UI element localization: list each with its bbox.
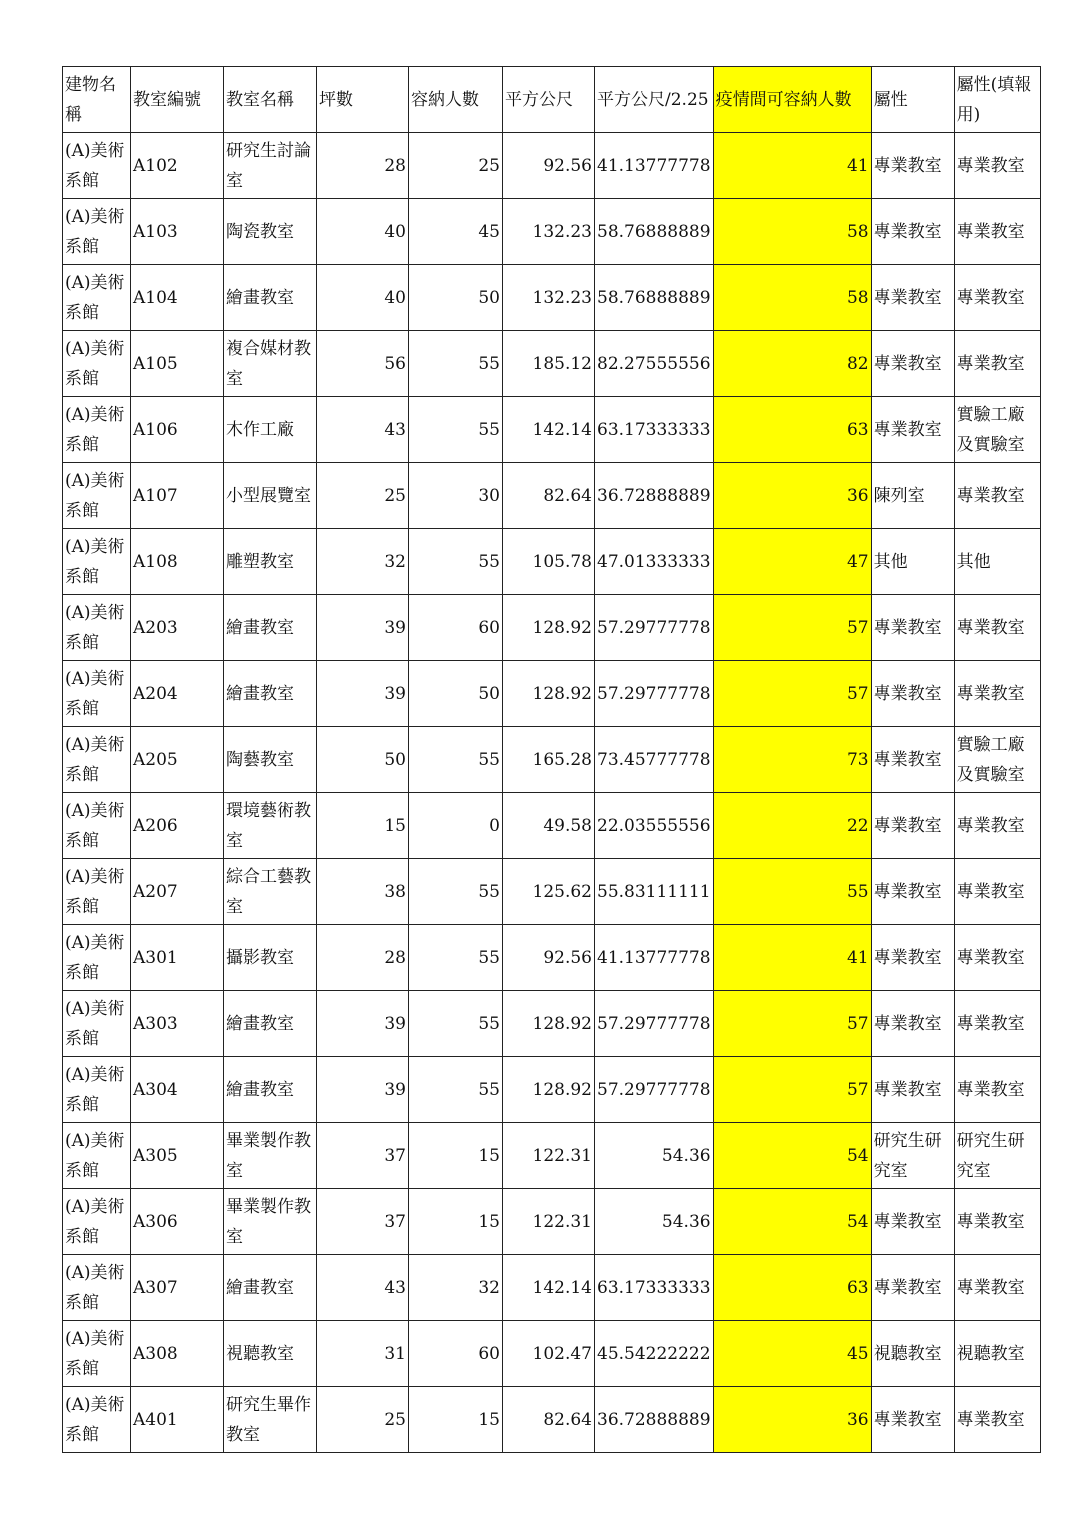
cell-building: (A)美術系館: [63, 1057, 131, 1123]
cell-pandemic-capacity: 57: [713, 991, 871, 1057]
cell-room-number: A105: [131, 331, 224, 397]
cell-attribute-report: 實驗工廠及實驗室: [954, 397, 1040, 463]
header-pandemic-capacity: 疫情間可容納人數: [713, 67, 871, 133]
table-row: [63, 793, 1041, 859]
cell-building: (A)美術系館: [63, 595, 131, 661]
cell-ping: 39: [317, 991, 409, 1057]
cell-attribute-report: 專業教室: [954, 925, 1040, 991]
cell-building: (A)美術系館: [63, 133, 131, 199]
cell-room-number: A301: [131, 925, 224, 991]
cell-sqm-div: 63.17333333: [595, 397, 714, 463]
cell-attribute: 其他: [871, 529, 954, 595]
cell-ping: 15: [317, 793, 409, 859]
cell-ping: 28: [317, 925, 409, 991]
cell-attribute-report: 專業教室: [954, 595, 1040, 661]
cell-sqm-div: 57.29777778: [595, 991, 714, 1057]
cell-building: (A)美術系館: [63, 331, 131, 397]
cell-attribute: 研究生研究室: [871, 1123, 954, 1189]
cell-sqm-div: 58.76888889: [595, 265, 714, 331]
cell-attribute: 專業教室: [871, 1189, 954, 1255]
cell-attribute: 專業教室: [871, 199, 954, 265]
header-row: [63, 67, 1041, 133]
cell-ping: 25: [317, 1387, 409, 1453]
cell-ping: 50: [317, 727, 409, 793]
cell-attribute: 專業教室: [871, 1255, 954, 1321]
cell-ping: 37: [317, 1189, 409, 1255]
cell-attribute-report: 專業教室: [954, 1255, 1040, 1321]
table-row: [63, 331, 1041, 397]
cell-square-meters: 125.62: [503, 859, 595, 925]
cell-room-number: A203: [131, 595, 224, 661]
cell-building: (A)美術系館: [63, 661, 131, 727]
cell-square-meters: 82.64: [503, 1387, 595, 1453]
cell-attribute: 專業教室: [871, 331, 954, 397]
cell-building: (A)美術系館: [63, 265, 131, 331]
cell-ping: 38: [317, 859, 409, 925]
table-row: [63, 1057, 1041, 1123]
cell-building: (A)美術系館: [63, 1321, 131, 1387]
cell-attribute-report: 專業教室: [954, 991, 1040, 1057]
cell-capacity: 50: [409, 265, 503, 331]
cell-ping: 28: [317, 133, 409, 199]
cell-sqm-div: 41.13777778: [595, 133, 714, 199]
cell-building: (A)美術系館: [63, 1123, 131, 1189]
cell-pandemic-capacity: 22: [713, 793, 871, 859]
cell-room-name: 小型展覽室: [224, 463, 317, 529]
cell-room-name: 繪畫教室: [224, 595, 317, 661]
cell-attribute-report: 專業教室: [954, 133, 1040, 199]
cell-room-number: A401: [131, 1387, 224, 1453]
cell-capacity: 55: [409, 331, 503, 397]
cell-square-meters: 122.31: [503, 1123, 595, 1189]
cell-room-number: A205: [131, 727, 224, 793]
cell-building: (A)美術系館: [63, 529, 131, 595]
cell-attribute: 專業教室: [871, 397, 954, 463]
cell-pandemic-capacity: 58: [713, 199, 871, 265]
cell-room-number: A308: [131, 1321, 224, 1387]
cell-pandemic-capacity: 63: [713, 1255, 871, 1321]
cell-room-number: A103: [131, 199, 224, 265]
cell-pandemic-capacity: 41: [713, 925, 871, 991]
cell-building: (A)美術系館: [63, 463, 131, 529]
cell-room-number: A207: [131, 859, 224, 925]
table-row: [63, 859, 1041, 925]
cell-sqm-div: 45.54222222: [595, 1321, 714, 1387]
cell-room-number: A206: [131, 793, 224, 859]
cell-square-meters: 128.92: [503, 661, 595, 727]
cell-room-name: 畢業製作教室: [224, 1189, 317, 1255]
cell-attribute: 專業教室: [871, 661, 954, 727]
cell-ping: 37: [317, 1123, 409, 1189]
cell-room-number: A306: [131, 1189, 224, 1255]
cell-ping: 43: [317, 1255, 409, 1321]
cell-attribute: 專業教室: [871, 1057, 954, 1123]
cell-ping: 40: [317, 265, 409, 331]
header-room-name: 教室名稱: [224, 67, 317, 133]
cell-pandemic-capacity: 57: [713, 595, 871, 661]
cell-ping: 43: [317, 397, 409, 463]
cell-room-name: 繪畫教室: [224, 661, 317, 727]
cell-sqm-div: 36.72888889: [595, 1387, 714, 1453]
cell-room-name: 攝影教室: [224, 925, 317, 991]
cell-building: (A)美術系館: [63, 793, 131, 859]
cell-attribute-report: 專業教室: [954, 331, 1040, 397]
cell-room-number: A108: [131, 529, 224, 595]
cell-room-name: 木作工廠: [224, 397, 317, 463]
cell-room-number: A307: [131, 1255, 224, 1321]
table-row: [63, 1123, 1041, 1189]
cell-attribute: 專業教室: [871, 1387, 954, 1453]
cell-room-number: A204: [131, 661, 224, 727]
cell-room-name: 畢業製作教室: [224, 1123, 317, 1189]
cell-sqm-div: 54.36: [595, 1123, 714, 1189]
cell-ping: 39: [317, 595, 409, 661]
cell-capacity: 45: [409, 199, 503, 265]
table-row: [63, 1255, 1041, 1321]
cell-attribute: 陳列室: [871, 463, 954, 529]
cell-room-name: 環境藝術教室: [224, 793, 317, 859]
cell-room-number: A102: [131, 133, 224, 199]
cell-room-name: 複合媒材教室: [224, 331, 317, 397]
cell-attribute-report: 專業教室: [954, 1057, 1040, 1123]
cell-room-name: 繪畫教室: [224, 1057, 317, 1123]
cell-building: (A)美術系館: [63, 199, 131, 265]
cell-capacity: 30: [409, 463, 503, 529]
cell-sqm-div: 63.17333333: [595, 1255, 714, 1321]
cell-room-number: A106: [131, 397, 224, 463]
cell-pandemic-capacity: 73: [713, 727, 871, 793]
cell-room-number: A104: [131, 265, 224, 331]
header-building: 建物名稱: [63, 67, 131, 133]
cell-pandemic-capacity: 45: [713, 1321, 871, 1387]
cell-capacity: 55: [409, 727, 503, 793]
table-row: [63, 199, 1041, 265]
cell-capacity: 50: [409, 661, 503, 727]
cell-room-number: A303: [131, 991, 224, 1057]
cell-pandemic-capacity: 57: [713, 661, 871, 727]
cell-square-meters: 132.23: [503, 199, 595, 265]
cell-square-meters: 132.23: [503, 265, 595, 331]
cell-square-meters: 102.47: [503, 1321, 595, 1387]
table-row: [63, 1321, 1041, 1387]
cell-square-meters: 128.92: [503, 595, 595, 661]
cell-attribute-report: 其他: [954, 529, 1040, 595]
cell-attribute-report: 研究生研究室: [954, 1123, 1040, 1189]
cell-attribute-report: 專業教室: [954, 661, 1040, 727]
cell-square-meters: 128.92: [503, 1057, 595, 1123]
table-row: [63, 661, 1041, 727]
table-row: [63, 265, 1041, 331]
table-row: [63, 595, 1041, 661]
cell-square-meters: 142.14: [503, 397, 595, 463]
cell-sqm-div: 57.29777778: [595, 595, 714, 661]
cell-sqm-div: 57.29777778: [595, 1057, 714, 1123]
cell-square-meters: 92.56: [503, 925, 595, 991]
cell-pandemic-capacity: 36: [713, 463, 871, 529]
cell-capacity: 60: [409, 595, 503, 661]
cell-room-name: 繪畫教室: [224, 1255, 317, 1321]
cell-room-number: A107: [131, 463, 224, 529]
cell-room-name: 綜合工藝教室: [224, 859, 317, 925]
table-row: [63, 1387, 1041, 1453]
cell-square-meters: 165.28: [503, 727, 595, 793]
cell-ping: 32: [317, 529, 409, 595]
table-row: [63, 925, 1041, 991]
cell-attribute: 專業教室: [871, 265, 954, 331]
cell-capacity: 0: [409, 793, 503, 859]
cell-pandemic-capacity: 57: [713, 1057, 871, 1123]
cell-pandemic-capacity: 47: [713, 529, 871, 595]
cell-building: (A)美術系館: [63, 397, 131, 463]
table-row: [63, 529, 1041, 595]
cell-sqm-div: 41.13777778: [595, 925, 714, 991]
cell-attribute: 專業教室: [871, 793, 954, 859]
cell-square-meters: 128.92: [503, 991, 595, 1057]
cell-capacity: 60: [409, 1321, 503, 1387]
cell-building: (A)美術系館: [63, 727, 131, 793]
cell-capacity: 55: [409, 859, 503, 925]
cell-square-meters: 92.56: [503, 133, 595, 199]
cell-attribute: 專業教室: [871, 727, 954, 793]
cell-building: (A)美術系館: [63, 859, 131, 925]
cell-sqm-div: 22.03555556: [595, 793, 714, 859]
cell-square-meters: 122.31: [503, 1189, 595, 1255]
cell-capacity: 55: [409, 925, 503, 991]
cell-room-name: 陶藝教室: [224, 727, 317, 793]
classroom-table: [62, 66, 1041, 1453]
cell-attribute-report: 視聽教室: [954, 1321, 1040, 1387]
cell-sqm-div: 82.27555556: [595, 331, 714, 397]
cell-ping: 40: [317, 199, 409, 265]
cell-ping: 39: [317, 661, 409, 727]
header-capacity: 容納人數: [409, 67, 503, 133]
cell-capacity: 55: [409, 991, 503, 1057]
cell-ping: 56: [317, 331, 409, 397]
cell-capacity: 55: [409, 1057, 503, 1123]
cell-ping: 31: [317, 1321, 409, 1387]
cell-room-number: A304: [131, 1057, 224, 1123]
cell-attribute-report: 專業教室: [954, 859, 1040, 925]
cell-square-meters: 82.64: [503, 463, 595, 529]
cell-square-meters: 142.14: [503, 1255, 595, 1321]
header-attribute-report: 屬性(填報用): [954, 67, 1040, 133]
cell-room-name: 研究生討論室: [224, 133, 317, 199]
cell-attribute-report: 專業教室: [954, 793, 1040, 859]
cell-square-meters: 185.12: [503, 331, 595, 397]
table-row: [63, 727, 1041, 793]
cell-building: (A)美術系館: [63, 991, 131, 1057]
cell-room-number: A305: [131, 1123, 224, 1189]
cell-building: (A)美術系館: [63, 1387, 131, 1453]
cell-capacity: 32: [409, 1255, 503, 1321]
header-room-number: 教室編號: [131, 67, 224, 133]
cell-pandemic-capacity: 55: [713, 859, 871, 925]
header-square-meters: 平方公尺: [503, 67, 595, 133]
cell-ping: 39: [317, 1057, 409, 1123]
cell-attribute: 專業教室: [871, 133, 954, 199]
cell-room-name: 雕塑教室: [224, 529, 317, 595]
cell-building: (A)美術系館: [63, 925, 131, 991]
cell-attribute-report: 專業教室: [954, 1387, 1040, 1453]
cell-square-meters: 105.78: [503, 529, 595, 595]
cell-capacity: 15: [409, 1123, 503, 1189]
table-row: [63, 133, 1041, 199]
cell-attribute: 專業教室: [871, 859, 954, 925]
cell-capacity: 15: [409, 1387, 503, 1453]
cell-pandemic-capacity: 54: [713, 1189, 871, 1255]
cell-building: (A)美術系館: [63, 1189, 131, 1255]
table-row: [63, 463, 1041, 529]
cell-attribute-report: 專業教室: [954, 463, 1040, 529]
table-row: [63, 397, 1041, 463]
cell-attribute: 專業教室: [871, 991, 954, 1057]
cell-pandemic-capacity: 41: [713, 133, 871, 199]
cell-room-name: 視聽教室: [224, 1321, 317, 1387]
cell-sqm-div: 58.76888889: [595, 199, 714, 265]
cell-room-name: 研究生畢作教室: [224, 1387, 317, 1453]
cell-attribute-report: 專業教室: [954, 265, 1040, 331]
cell-pandemic-capacity: 58: [713, 265, 871, 331]
cell-capacity: 55: [409, 397, 503, 463]
cell-sqm-div: 57.29777778: [595, 661, 714, 727]
cell-pandemic-capacity: 63: [713, 397, 871, 463]
cell-sqm-div: 55.83111111: [595, 859, 714, 925]
cell-capacity: 55: [409, 529, 503, 595]
cell-attribute: 專業教室: [871, 595, 954, 661]
cell-attribute-report: 專業教室: [954, 1189, 1040, 1255]
cell-ping: 25: [317, 463, 409, 529]
cell-capacity: 15: [409, 1189, 503, 1255]
header-ping: 坪數: [317, 67, 409, 133]
cell-building: (A)美術系館: [63, 1255, 131, 1321]
cell-square-meters: 49.58: [503, 793, 595, 859]
cell-room-name: 繪畫教室: [224, 265, 317, 331]
header-sqm-div: 平方公尺/2.25: [595, 67, 714, 133]
cell-capacity: 25: [409, 133, 503, 199]
cell-pandemic-capacity: 82: [713, 331, 871, 397]
cell-sqm-div: 73.45777778: [595, 727, 714, 793]
cell-sqm-div: 54.36: [595, 1189, 714, 1255]
table-row: [63, 991, 1041, 1057]
table-row: [63, 1189, 1041, 1255]
cell-attribute-report: 實驗工廠及實驗室: [954, 727, 1040, 793]
cell-room-name: 陶瓷教室: [224, 199, 317, 265]
cell-sqm-div: 36.72888889: [595, 463, 714, 529]
cell-attribute: 專業教室: [871, 925, 954, 991]
cell-attribute: 視聽教室: [871, 1321, 954, 1387]
cell-room-name: 繪畫教室: [224, 991, 317, 1057]
header-attribute: 屬性: [871, 67, 954, 133]
cell-sqm-div: 47.01333333: [595, 529, 714, 595]
table-header: [63, 67, 1041, 133]
cell-attribute-report: 專業教室: [954, 199, 1040, 265]
cell-pandemic-capacity: 36: [713, 1387, 871, 1453]
cell-pandemic-capacity: 54: [713, 1123, 871, 1189]
table-body: [63, 133, 1041, 1453]
